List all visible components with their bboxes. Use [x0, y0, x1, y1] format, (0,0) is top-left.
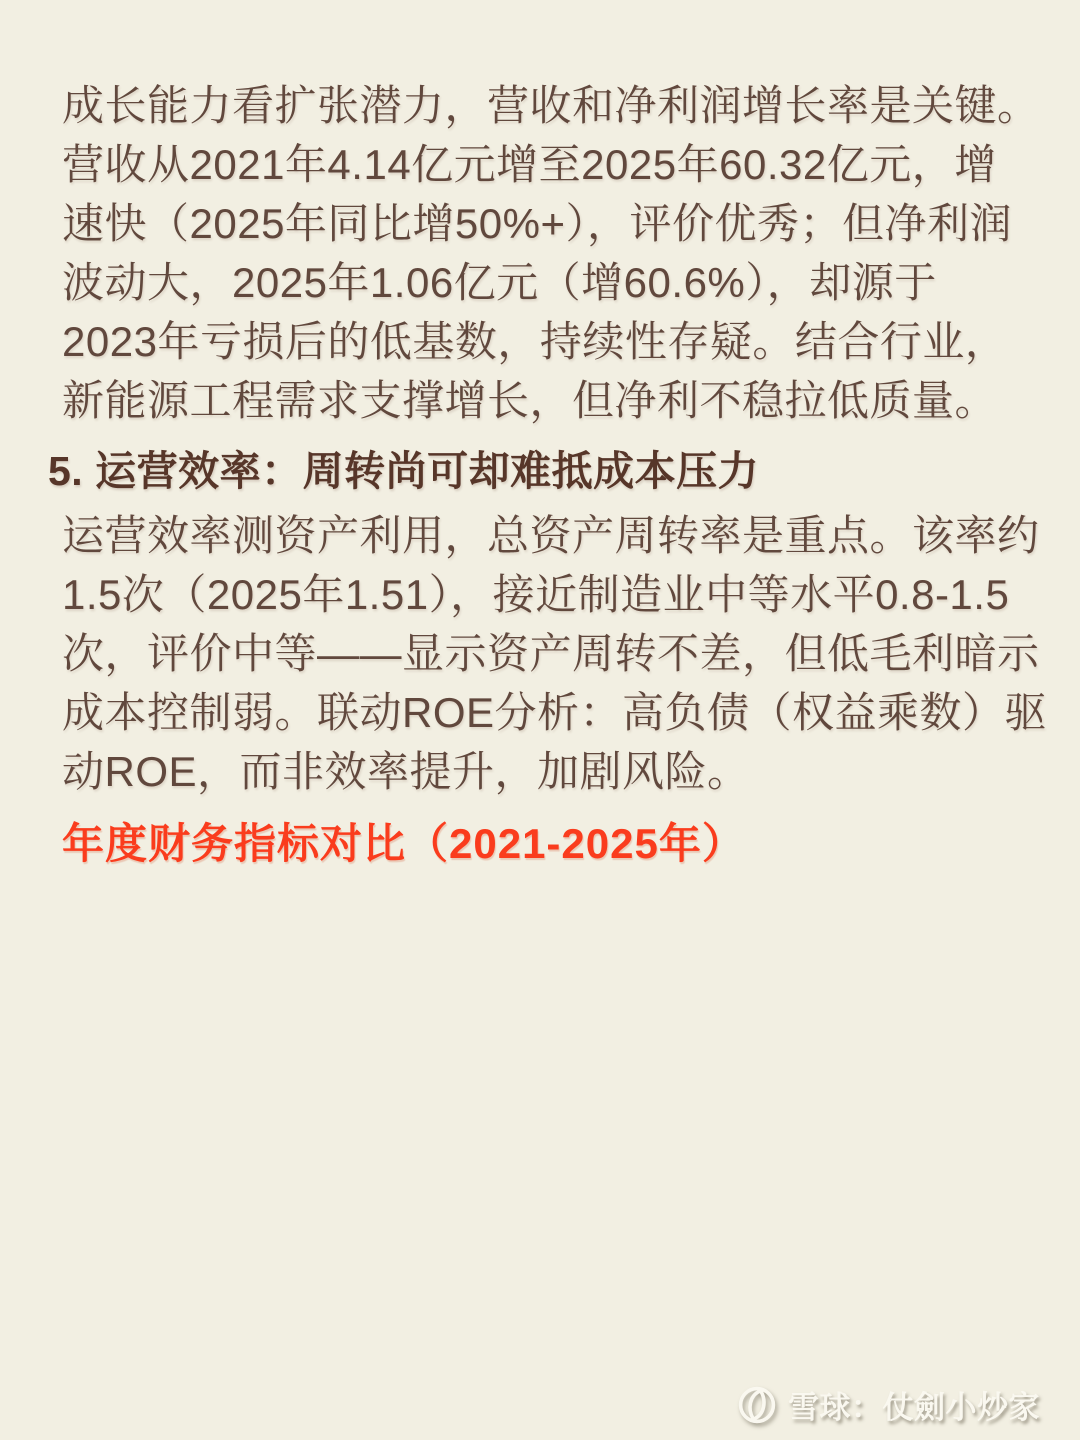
watermark-text: 雪球：仗劍小炒家: [788, 1390, 1040, 1425]
text-line: 新能源工程需求支撑增长，但净利不稳拉低质量。: [62, 377, 998, 424]
heading-operational-efficiency: 5. 运营效率：周转尚可却难抵成本压力: [48, 448, 760, 494]
text-line: 动ROE，而非效率提升，加剧风险。: [62, 748, 750, 795]
paragraph-growth-ability: [62, 76, 1040, 430]
text-line: 2023年亏损后的低基数，持续性存疑。结合行业，: [62, 318, 1008, 365]
text-line: 波动大，2025年1.06亿元（增60.6%），却源于: [62, 259, 937, 306]
text-line: 1.5次（2025年1.51），接近制造业中等水平0.8-1.5: [62, 571, 1010, 618]
text-line: 成本控制弱。联动ROE分析：高负债（权益乘数）驱: [62, 689, 1048, 736]
watermark: [737, 1382, 1040, 1427]
text-line: 营收从2021年4.14亿元增至2025年60.32亿元，增: [62, 141, 997, 188]
text-line: 速快（2025年同比增50%+），评价优秀；但净利润: [62, 200, 1013, 247]
paragraph-operational-efficiency: [62, 506, 1048, 801]
text-line: 运营效率测资产利用，总资产周转率是重点。该率约: [62, 512, 1040, 559]
heading-annual-indicator-comparison: 年度财务指标对比（2021-2025年）: [62, 820, 745, 867]
xueqiu-logo-icon: [737, 1385, 777, 1425]
text-line: 次，评价中等——显示资产周转不差，但低毛利暗示: [62, 630, 1040, 677]
text-line: 成长能力看扩张潜力，营收和净利润增长率是关键。: [62, 82, 1040, 129]
